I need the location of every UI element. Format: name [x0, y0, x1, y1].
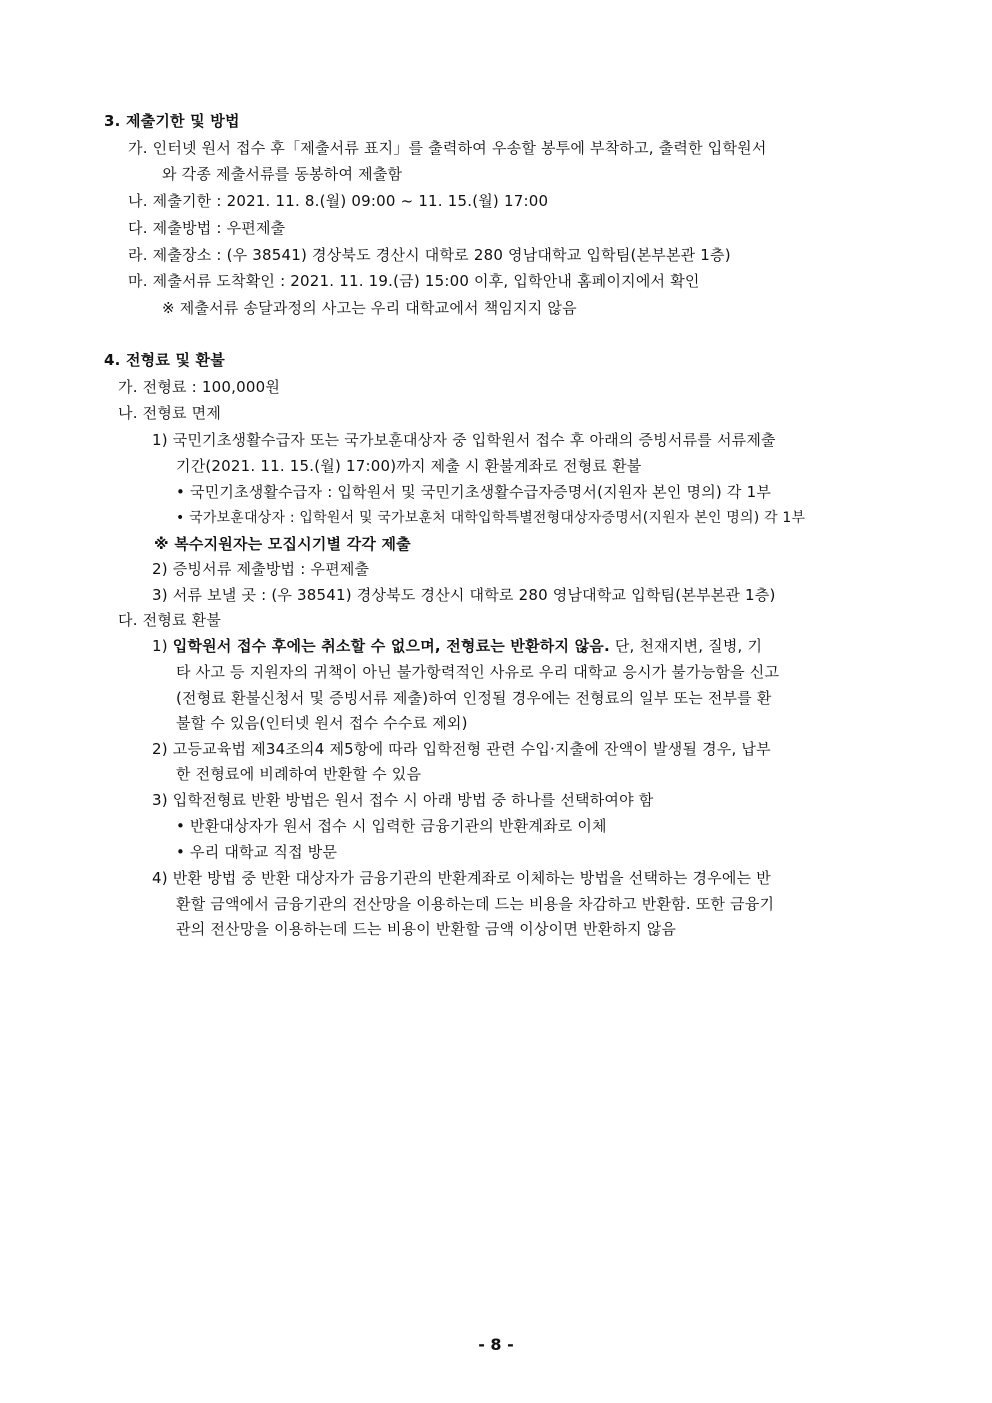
- refund-item1-line3: (전형료 환불신청서 및 증빙서류 제출)하여 인정될 경우에는 전형료의 일부 또는 전부를 환: [176, 689, 772, 707]
- refund-item1-rest: 단, 천재지변, 질병, 기: [609, 637, 763, 655]
- refund-item1-prefix: 1): [152, 637, 173, 655]
- refund-item4-line1: 4) 반환 방법 중 반환 대상자가 금융기관의 반환계좌로 이체하는 방법을 선택하는 경우에는 반: [152, 869, 771, 887]
- refund-item4-line3: 관의 전산망을 이용하는데 드는 비용이 반환할 금액 이상이면 반환하지 않음: [176, 920, 677, 938]
- refund-item2-line1: 2) 고등교육법 제34조의4 제5항에 따라 입학전형 관련 수입·지출에 잔액이 발생될 경우, 납부: [152, 740, 771, 758]
- refund-item3-bullet1: • 반환대상자가 원서 접수 시 입력한 금융기관의 반환계좌로 이체: [176, 817, 607, 835]
- waiver-note: ※ 복수지원자는 모집시기별 각각 제출: [154, 535, 411, 553]
- refund-item4-line2: 환할 금액에서 금융기관의 전산망을 이용하는데 드는 비용을 차감하고 반환함. 또한 금융기: [176, 895, 775, 913]
- refund-item3: 3) 입학전형료 반환 방법은 원서 접수 시 아래 방법 중 하나를 선택하여야 함: [152, 791, 654, 809]
- refund-item1-line1: [152, 635, 762, 657]
- refund-item2-line2: 한 전형료에 비례하여 반환할 수 있음: [176, 765, 422, 783]
- section3-item-ga: 가. 인터넷 원서 접수 후「제출서류 표지」를 출력하여 우송할 봉투에 부착하고, 출력한 입학원서: [128, 139, 767, 157]
- section3-heading: 3. 제출기한 및 방법: [104, 112, 240, 130]
- refund-item1-line2: 타 사고 등 지원자의 귀책이 아닌 불가항력적인 사유로 우리 대학교 응시가 불가능함을 신고: [176, 663, 780, 681]
- section4-fee: 가. 전형료 : 100,000원: [118, 378, 281, 396]
- waiver-bullet2: • 국가보훈대상자 : 입학원서 및 국가보훈처 대학입학특별전형대상자증명서(지원자 본인 명의) 각 1부: [176, 510, 806, 526]
- section3-note: ※ 제출서류 송달과정의 사고는 우리 대학교에서 책임지지 않음: [162, 299, 577, 317]
- section3-item-ma: 마. 제출서류 도착확인 : 2021. 11. 19.(금) 15:00 이후, 입학안내 홈페이지에서 확인: [128, 272, 700, 290]
- waiver-item3: 3) 서류 보낼 곳 : (우 38541) 경상북도 경산시 대학로 280 영남대학교 입학팀(본부본관 1층): [152, 586, 776, 604]
- section3-item-ra: 라. 제출장소 : (우 38541) 경상북도 경산시 대학로 280 영남대학교 입학팀(본부본관 1층): [128, 246, 731, 264]
- section3-item-na: 나. 제출기한 : 2021. 11. 8.(월) 09:00 ~ 11. 15.(월) 17:00: [128, 192, 549, 210]
- waiver-item1-line1: 1) 국민기초생활수급자 또는 국가보훈대상자 중 입학원서 접수 후 아래의 증빙서류를 서류제출: [152, 431, 776, 449]
- section4-waiver-title: 나. 전형료 면제: [118, 404, 222, 422]
- refund-item1-bold: 입학원서 접수 후에는 취소할 수 없으며, 전형료는 반환하지 않음.: [172, 637, 610, 655]
- waiver-bullet1: • 국민기초생활수급자 : 입학원서 및 국민기초생활수급자증명서(지원자 본인 명의) 각 1부: [176, 483, 772, 501]
- waiver-item2: 2) 증빙서류 제출방법 : 우편제출: [152, 560, 370, 578]
- waiver-item1-line2: 기간(2021. 11. 15.(월) 17:00)까지 제출 시 환불계좌로 전형료 환불: [176, 457, 642, 475]
- page-number: - 8 -: [478, 1335, 514, 1354]
- section3-item-da: 다. 제출방법 : 우편제출: [128, 219, 286, 237]
- section4-refund-title: 다. 전형료 환불: [118, 611, 222, 629]
- section4-heading: 4. 전형료 및 환불: [104, 351, 225, 369]
- refund-item1-line4: 불할 수 있음(인터넷 원서 접수 수수료 제외): [176, 714, 468, 732]
- refund-item3-bullet2: • 우리 대학교 직접 방문: [176, 843, 338, 861]
- section3-item-ga-cont: 와 각종 제출서류를 동봉하여 제출함: [162, 165, 403, 183]
